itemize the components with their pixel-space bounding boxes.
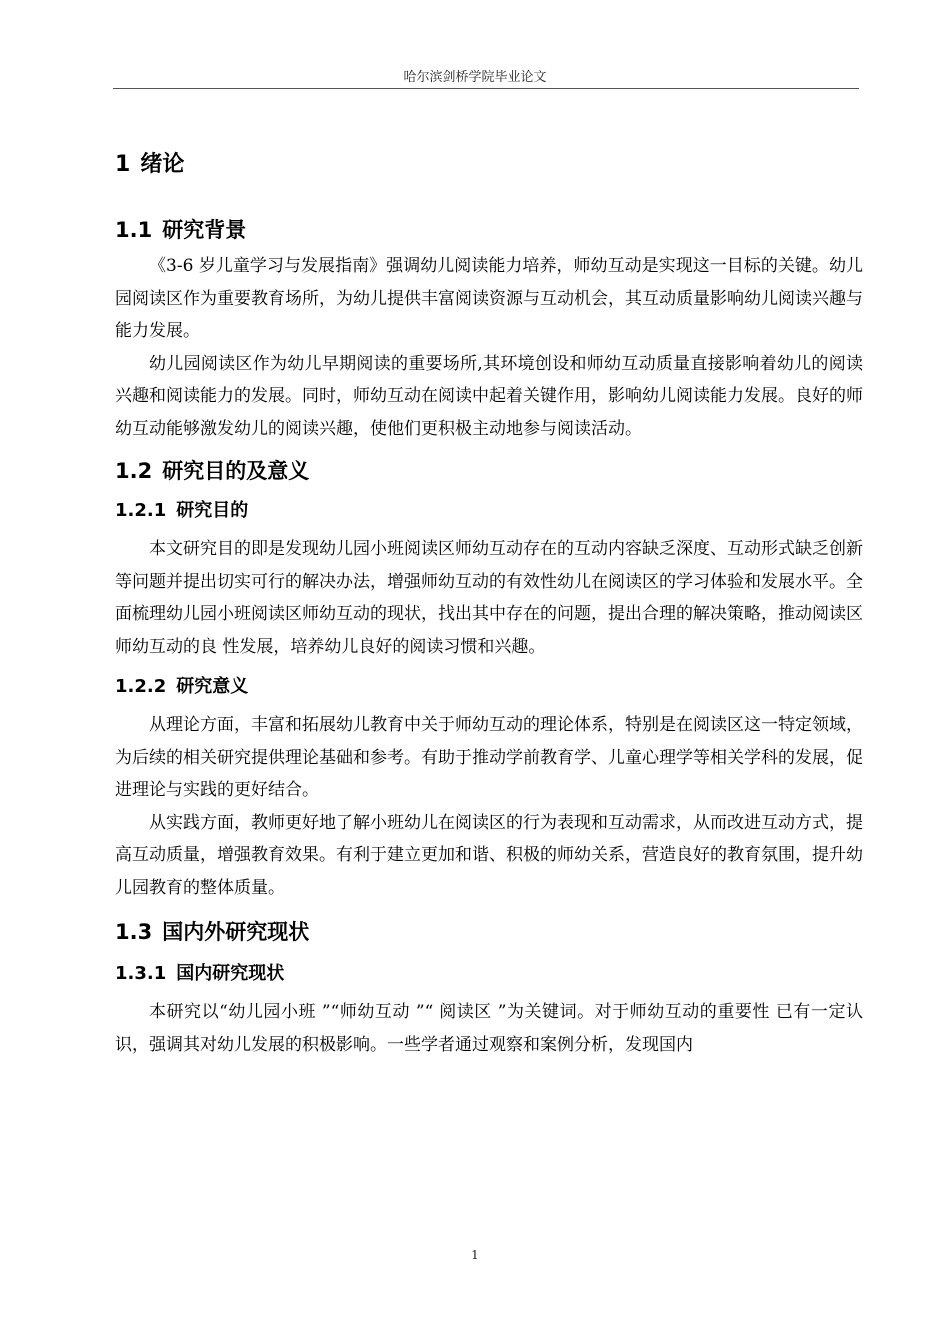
subsection-title: 国内研究现状 bbox=[176, 963, 285, 984]
section-number: 1.2 bbox=[115, 459, 153, 483]
section-title: 研究目的及意义 bbox=[162, 459, 310, 483]
subsection-title: 研究目的 bbox=[176, 500, 249, 521]
subsection-number: 1.2.2 bbox=[115, 676, 167, 697]
chapter-title: 绪论 bbox=[140, 152, 185, 177]
paragraph: 幼儿园阅读区作为幼儿早期阅读的重要场所,其环境创设和师幼互动质量直接影响着幼儿的阅读兴趣和阅读能力的发展。同时，师幼互动在阅读中起着关键作用，影响幼儿阅读能力发展。良好的师幼互动能够激发幼儿的阅读兴趣，使他们更积极主动地参与阅读活动。 bbox=[115, 353, 863, 439]
paragraph: 《3-6 岁儿童学习与发展指南》强调幼儿阅读能力培养，师幼互动是实现这一目标的关键。幼儿园阅读区作为重要教育场所，为幼儿提供丰富阅读资源与互动机会，其互动质量影响幼儿阅读兴趣与能力发展。 bbox=[115, 256, 863, 341]
subsection-heading-1-2-2 bbox=[115, 669, 863, 705]
subsection-number: 1.2.1 bbox=[115, 500, 167, 521]
section-heading-1-2 bbox=[115, 453, 863, 489]
section-title: 国内外研究现状 bbox=[162, 920, 310, 944]
page-body bbox=[115, 140, 863, 1061]
subsection-number: 1.3.1 bbox=[115, 963, 167, 984]
section-title: 研究背景 bbox=[162, 218, 247, 242]
page-header: 哈尔滨剑桥学院毕业论文 bbox=[403, 70, 547, 85]
section-number: 1.1 bbox=[115, 218, 153, 242]
subsection-heading-1-2-1 bbox=[115, 493, 863, 529]
paragraph: 本研究以“幼儿园小班 ”“师幼互动 ”“ 阅读区 ”为关键词。对于师幼互动的重要性 已有一定认识，强调其对幼儿发展的积极影响。一些学者通过观察和案例分析，发现国内 bbox=[115, 1002, 863, 1055]
paragraph: 本文研究目的即是发现幼儿园小班阅读区师幼互动存在的互动内容缺乏深度、互动形式缺乏创新等问题并提出切实可行的解决办法，增强师幼互动的有效性幼儿在阅读区的学习体验和发展水平。全面梳理幼儿园小班阅读区师幼互动的现状，找出其中存在的问题，提出合理的解决策略，推动阅读区师幼互动的良 性发展，培养幼儿良好的阅读习惯和兴趣。 bbox=[115, 539, 863, 657]
subsection-heading-1-3-1 bbox=[115, 956, 863, 992]
paragraph: 从实践方面，教师更好地了解小班幼儿在阅读区的行为表现和互动需求，从而改进互动方式，提高互动质量，增强教育效果。有利于建立更加和谐、积极的师幼关系，营造良好的教育氛围，提升幼儿园教育的整体质量。 bbox=[115, 812, 863, 898]
section-number: 1.3 bbox=[115, 920, 153, 944]
page-number: 1 bbox=[471, 1248, 479, 1262]
subsection-title: 研究意义 bbox=[176, 676, 249, 697]
header-rule bbox=[113, 88, 859, 89]
section-heading-1-1 bbox=[115, 212, 863, 248]
paragraph: 从理论方面，丰富和拓展幼儿教育中关于师幼互动的理论体系，特别是在阅读区这一特定领域，为后续的相关研究提供理论基础和参考。有助于推动学前教育学、儿童心理学等相关学科的发展，促进理论与实践的更好结合。 bbox=[115, 715, 863, 800]
section-heading-1-3 bbox=[115, 914, 863, 950]
chapter-number: 1 bbox=[115, 152, 131, 177]
chapter-heading bbox=[115, 140, 863, 190]
